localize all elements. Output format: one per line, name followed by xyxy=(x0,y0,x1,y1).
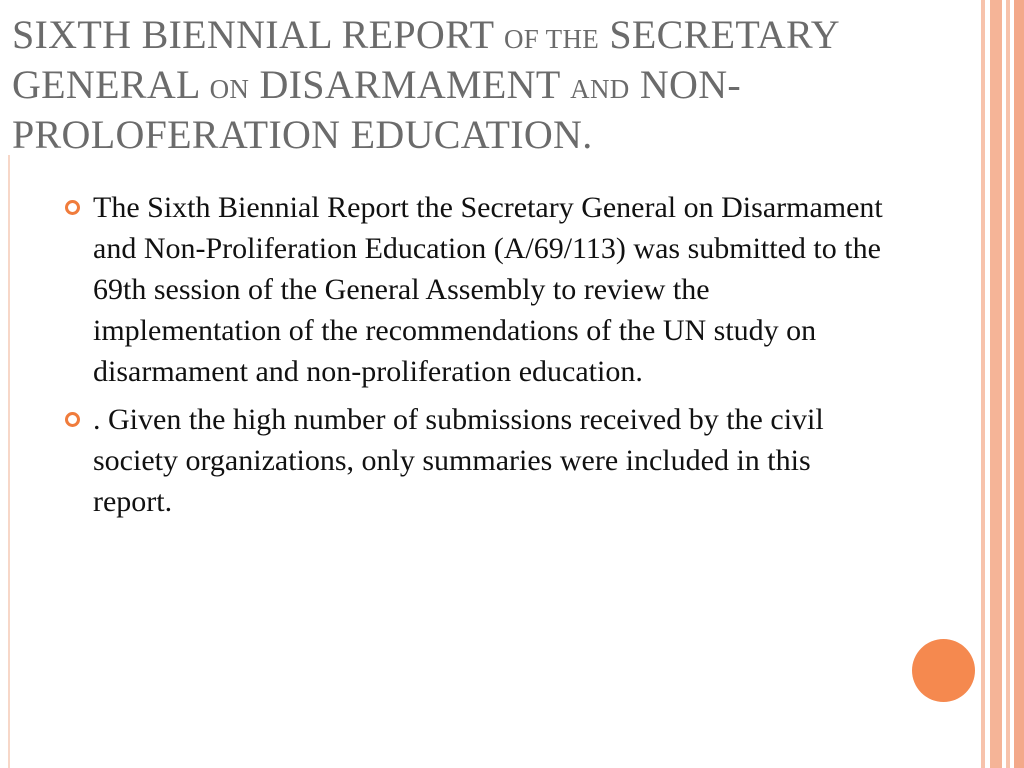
bullet-list xyxy=(62,187,892,529)
title-part-small: ON xyxy=(209,74,250,104)
decorative-circle xyxy=(912,639,975,702)
title-part: DISARMAMENT xyxy=(249,62,571,107)
ring-bullet-icon xyxy=(65,200,80,215)
title-part: SIXTH BIENNIAL REPORT xyxy=(12,12,504,57)
bullet-text: . Given the high number of submissions received by the civil society organizations, only summaries were included in this report. xyxy=(93,403,824,518)
slide-title xyxy=(12,12,972,158)
bullet-text: The Sixth Biennial Report the Secretary General on Disarmament and Non-Proliferation Education (A/69/113) was submitted to the 69th session of the General Assembly to review the implementation of the recommendations of the UN study on disarmament and non-proliferation education. xyxy=(93,191,883,388)
title-part-small: AND xyxy=(570,74,630,104)
title-part: NON-PROLOFERATION EDUCATION. xyxy=(12,62,742,157)
decorative-stripe xyxy=(981,0,985,768)
title-part: SECRETARY GENERAL xyxy=(12,12,839,107)
title-part-small: OF THE xyxy=(503,24,600,54)
left-border-line xyxy=(8,155,10,768)
bullet-item xyxy=(62,187,892,392)
ring-bullet-icon xyxy=(65,412,80,427)
decorative-stripe xyxy=(990,0,1002,768)
decorative-stripe xyxy=(1006,0,1010,768)
bullet-item xyxy=(62,399,892,522)
decorative-stripe xyxy=(1014,0,1024,768)
